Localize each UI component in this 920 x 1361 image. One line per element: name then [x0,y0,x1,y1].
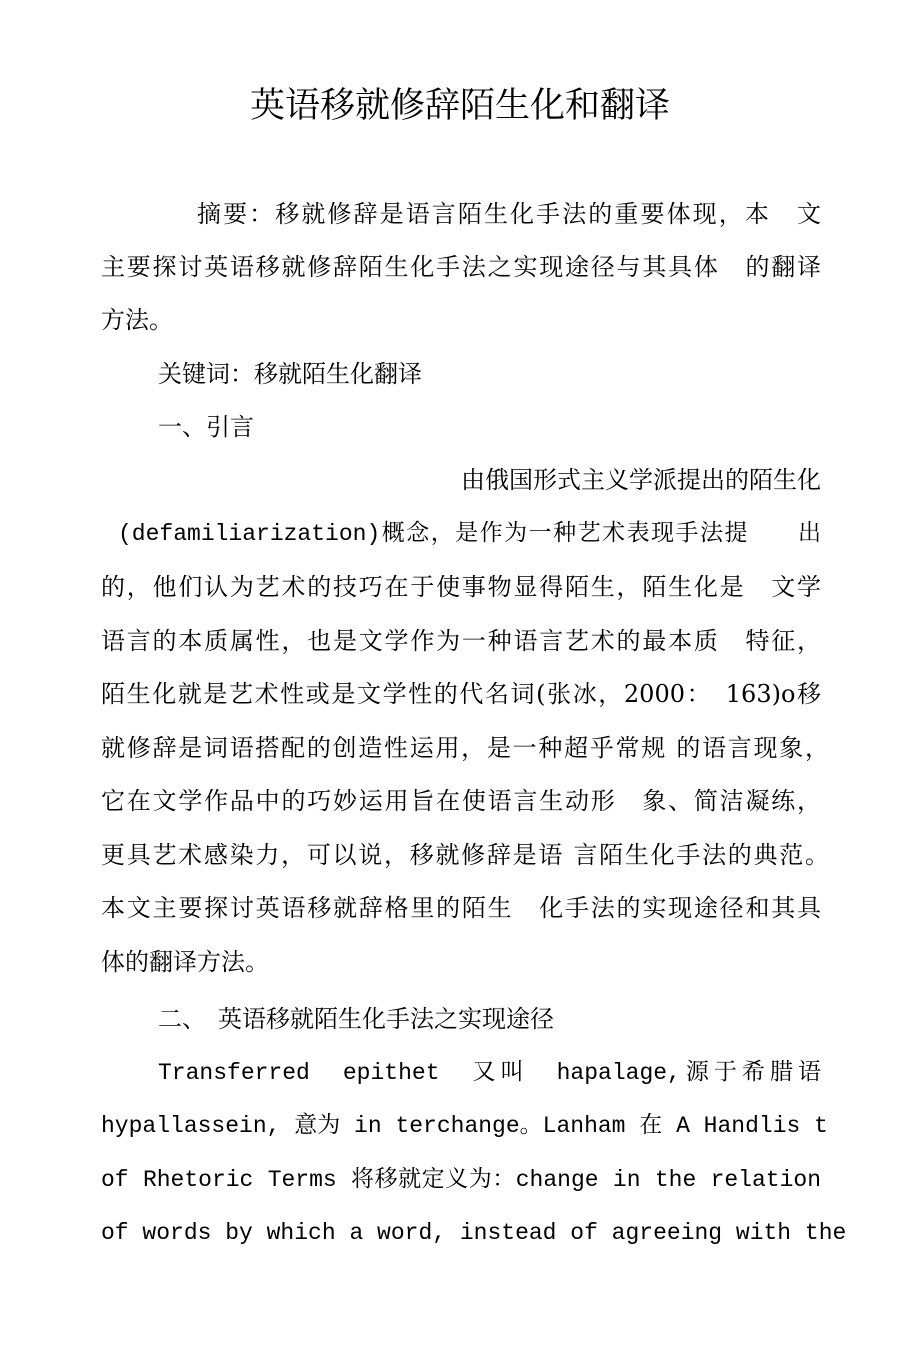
body-line-4: 语言的本质属性，也是文学作为一种语言艺术的最本质 特征， [101,627,821,655]
body-line-9: 本文主要探讨英语移就辞格里的陌生 化手法的实现途径和其具 [101,894,821,922]
section-heading-2: 二、 英语移就陌生化手法之实现途径 [158,1005,554,1033]
body-line-2: (defamiliarization)概念，是作为一种艺术表现手法提 出 [118,521,821,547]
body-line-5: 陌生化就是艺术性或是文学性的代名词(张冰，2000： 163)o移 [101,680,821,708]
body-line-1: 由俄国形式主义学派提出的陌生化 [461,466,821,494]
body-line-6: 就修辞是词语搭配的创造性运用，是一种超乎常规 的语言现象， [101,734,829,762]
body-line-8: 更具艺术感染力，可以说，移就修辞是语 言陌生化手法的典范。 [101,841,829,869]
abstract-line-2: 主要探讨英语移就修辞陌生化手法之实现途径与其具体 的翻译 [101,253,821,281]
abstract-line-3: 方法。 [101,306,173,334]
body-line-12: hypallassein, 意为 in terchange。Lanham 在 A Handlis t [101,1113,828,1139]
body-line-11: Transferred epithet 又叫 hapalage,源于希腊语 [158,1060,821,1086]
abstract-line-1: 摘要：移就修辞是语言陌生化手法的重要体现，本 文 [197,200,821,228]
body-line-7: 它在文学作品中的巧妙运用旨在使语言生动形 象、简洁凝练， [101,787,821,815]
body-line-13: of Rhetoric Terms 将移就定义为：change in the relation [101,1167,821,1193]
section-heading-1: 一、引言 [158,413,254,441]
keywords-line: 关键词：移就陌生化翻译 [158,360,422,388]
body-line-14: of words by which a word, instead of agreeing with the [101,1220,847,1246]
document-title: 英语移就修辞陌生化和翻译 [249,86,670,126]
body-line-10: 体的翻译方法。 [101,948,269,976]
body-line-3: 的，他们认为艺术的技巧在于使事物显得陌生，陌生化是 文学 [101,573,821,601]
